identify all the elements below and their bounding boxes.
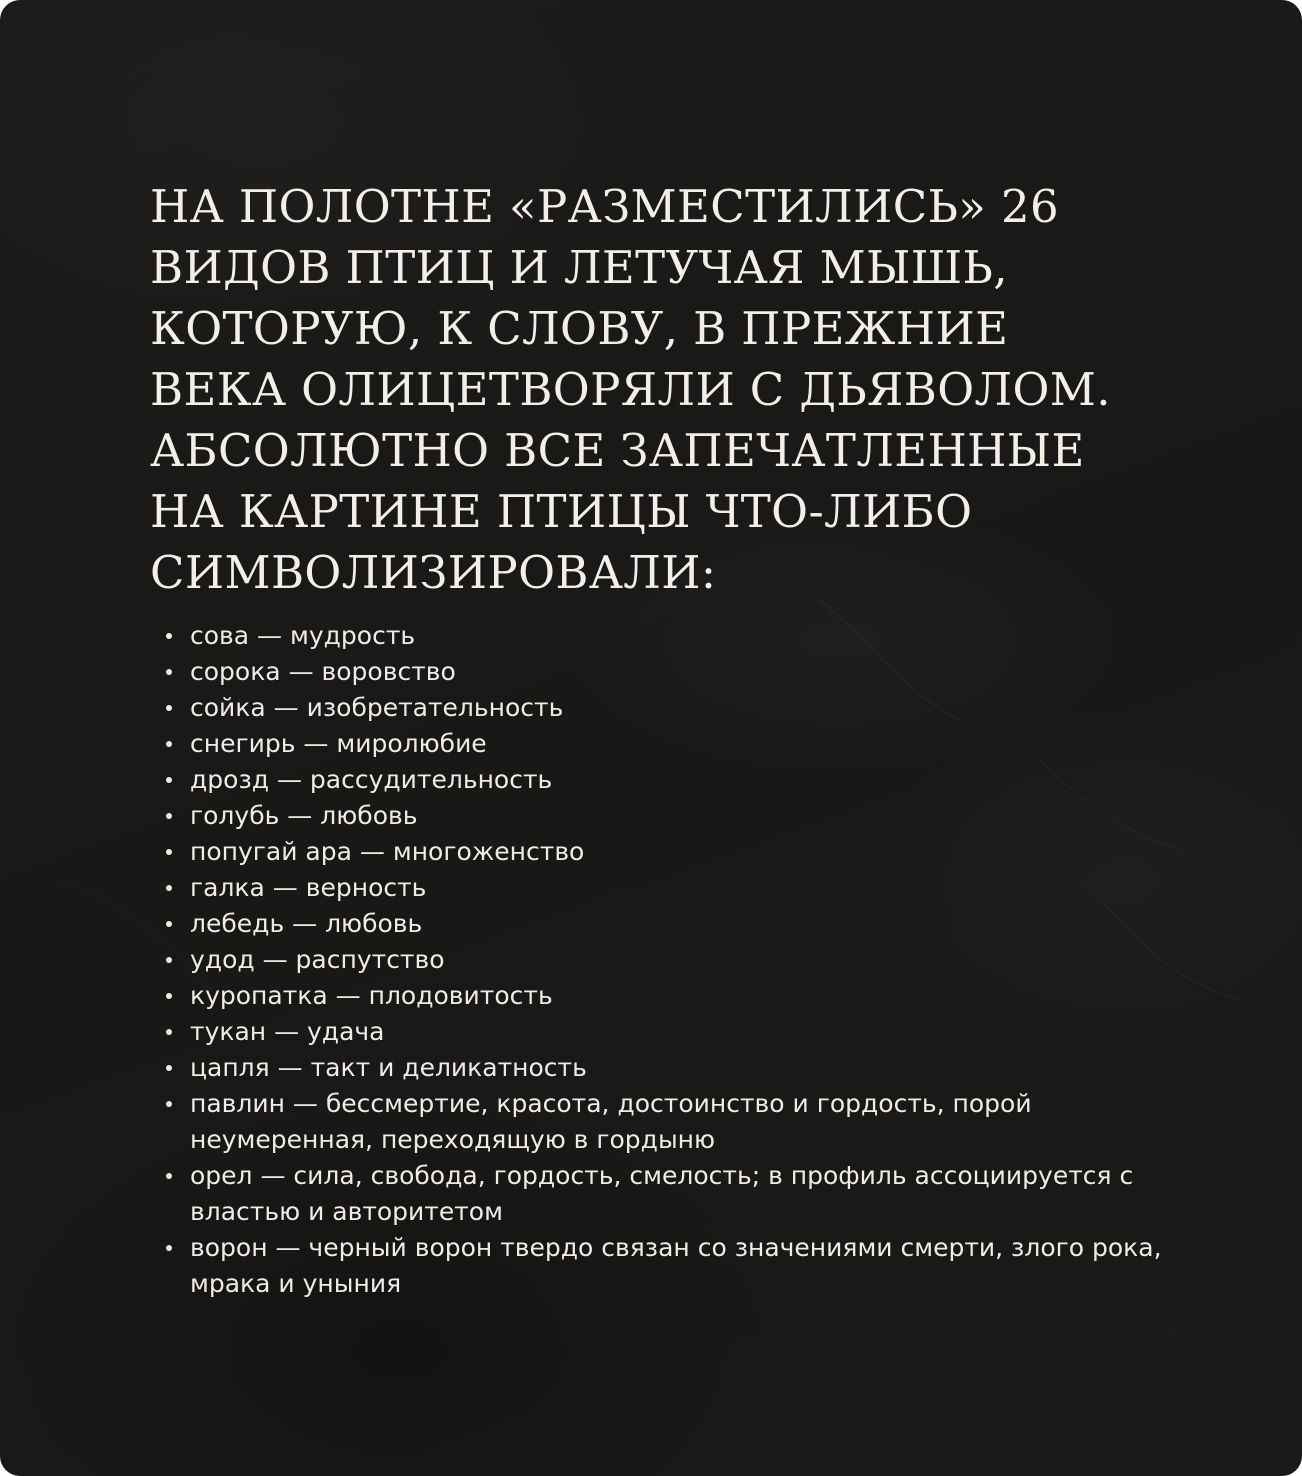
list-item: сойка — изобретательность	[162, 690, 1162, 726]
page-heading: НА ПОЛОТНЕ «РАЗМЕСТИЛИСЬ» 26 ВИДОВ ПТИЦ И ЛЕТУЧАЯ МЫШЬ, КОТОРУЮ, К СЛОВУ, В ПРЕЖНИЕ ВЕКА ОЛИЦЕТВОРЯЛИ С ДЬЯВОЛОМ. АБСОЛЮТНО ВСЕ ЗАПЕЧАТЛЕННЫЕ НА КАРТИНЕ ПТИЦЫ ЧТО-ЛИБО СИМВОЛИЗИРОВАЛИ:	[150, 180, 1111, 599]
list-item: сорока — воровство	[162, 654, 1162, 690]
list-item: куропатка — плодовитость	[162, 978, 1162, 1014]
list-item: сова — мудрость	[162, 618, 1162, 654]
list-item: дрозд — рассудительность	[162, 762, 1162, 798]
list-item: тукан — удача	[162, 1014, 1162, 1050]
list-item: цапля — такт и деликатность	[162, 1050, 1162, 1086]
bird-symbol-list	[162, 618, 1162, 1302]
list-item: орел — сила, свобода, гордость, смелость; в профиль ассоциируется с властью и авторитетом	[162, 1158, 1162, 1230]
list-item: снегирь — миролюбие	[162, 726, 1162, 762]
list-item: попугай ара — многоженство	[162, 834, 1162, 870]
list-item: павлин — бессмертие, красота, достоинство и гордость, порой неумеренная, переходящую в гордыню	[162, 1086, 1162, 1158]
list-item: голубь — любовь	[162, 798, 1162, 834]
list-item: удод — распутство	[162, 942, 1162, 978]
list-item: галка — верность	[162, 870, 1162, 906]
list-item: ворон — черный ворон твердо связан со значениями смерти, злого рока, мрака и уныния	[162, 1230, 1162, 1302]
list-item: лебедь — любовь	[162, 906, 1162, 942]
